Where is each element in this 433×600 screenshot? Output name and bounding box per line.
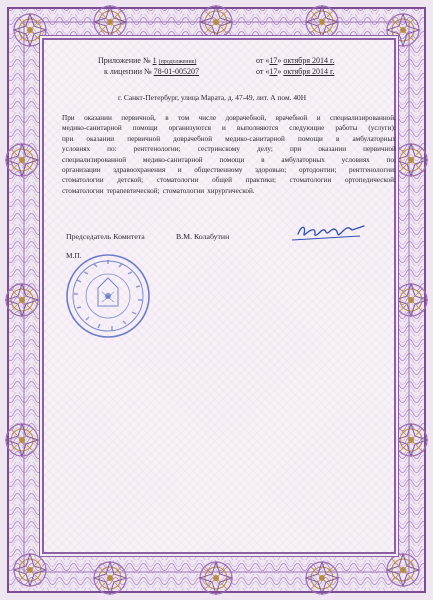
body-word: детской; — [117, 176, 144, 185]
services-paragraph — [62, 113, 396, 196]
body-word: стоматологии — [62, 186, 104, 195]
body-word: рентгенологии; — [133, 145, 181, 154]
body-word: оказании — [86, 134, 115, 143]
appendix-number: 1 — [152, 56, 157, 65]
body-word: специализированной, — [330, 114, 396, 122]
body-word: медико-санитарной — [62, 124, 122, 133]
body-word: следующие — [289, 124, 325, 133]
body-word: организации — [62, 166, 101, 175]
body-line — [62, 155, 396, 165]
body-line — [62, 134, 396, 144]
body-word: организуются — [168, 124, 211, 133]
license-reference — [104, 67, 199, 77]
body-word: при — [289, 145, 302, 154]
body-word: помощи — [132, 124, 158, 133]
body-word: здравоохранения — [113, 166, 166, 175]
body-line — [62, 144, 396, 154]
continuation-note: (продолжение) — [158, 59, 197, 65]
license-number: 78-01-005207 — [153, 67, 199, 76]
body-word: первичной, — [121, 114, 156, 122]
appendix-date: от «17» октября 2014 г. — [256, 56, 335, 65]
body-line — [62, 165, 396, 175]
body-word: и — [316, 114, 321, 122]
body-word: работы — [335, 124, 358, 133]
body-word: врачебной — [275, 114, 308, 122]
body-line — [62, 123, 396, 133]
body-word: делу; — [257, 145, 273, 154]
body-word: и — [222, 124, 226, 133]
body-word: здоровью; — [255, 166, 287, 175]
signatory-name: В.М. Колабутин — [176, 232, 230, 241]
body-word: общественному — [194, 166, 243, 175]
license-date-month-year: октября 2014 г. — [283, 67, 335, 76]
body-word: амбулаторных — [281, 155, 325, 164]
body-word: стоматологии — [156, 176, 199, 185]
body-word: оказании — [84, 114, 112, 122]
appendix-date-month-year: октября 2014 г. — [283, 56, 335, 65]
license-label: к лицензии № — [104, 67, 152, 76]
handwritten-signature — [290, 222, 368, 244]
appendix-label: Приложение № — [98, 56, 151, 65]
body-word: общей — [212, 176, 232, 185]
body-word: числе — [198, 114, 217, 122]
body-word: помощи — [219, 155, 245, 164]
body-word: практики; — [245, 176, 277, 185]
body-word: амбулаторных — [352, 134, 396, 143]
body-word: При — [62, 114, 75, 122]
body-word: медико-санитарной — [142, 155, 203, 164]
body-word: стоматологии — [162, 186, 205, 195]
body-word: выполняются — [236, 124, 279, 133]
body-word: сестринскому — [197, 145, 240, 154]
seal-label: М.П. — [66, 251, 82, 260]
body-line — [62, 186, 396, 196]
body-word: рентгенологии; — [349, 166, 396, 175]
body-word: хирургической. — [207, 186, 255, 195]
body-word: в — [335, 134, 340, 143]
signatory-title: Председатель Комитета — [66, 232, 145, 241]
body-word: первичной — [127, 134, 161, 143]
body-word: стоматологии — [62, 176, 104, 185]
body-word: доврачебной, — [225, 114, 267, 122]
body-line — [62, 175, 396, 185]
official-seal — [64, 252, 152, 340]
body-word: и — [177, 166, 182, 175]
address-line: г. Санкт-Петербург, улица Марата, д. 47-49, лит. А пом. 40Н — [118, 93, 307, 102]
body-word: том — [178, 114, 190, 122]
body-word: при — [62, 134, 74, 143]
license-date: от «17» октября 2014 г. — [256, 67, 335, 76]
body-word: в — [261, 155, 265, 164]
body-word: стоматологии — [289, 176, 332, 185]
body-word: специализированной — [62, 155, 127, 164]
body-word: в — [165, 114, 169, 122]
body-word: условиях — [341, 155, 370, 164]
body-word: терапевтической; — [106, 186, 160, 195]
appendix-heading — [98, 56, 196, 67]
body-word: помощи — [298, 134, 323, 143]
body-word: по: — [107, 145, 117, 154]
body-word: по: — [386, 155, 396, 164]
body-word: первичной — [363, 145, 396, 154]
body-word: доврачебной — [173, 134, 213, 143]
body-word: медико-санитарной — [225, 134, 285, 143]
body-line — [62, 113, 396, 123]
body-word: ортодонтии; — [298, 166, 337, 175]
body-word: условиях — [62, 145, 91, 154]
body-word: оказании — [318, 145, 347, 154]
body-word: (услуги): — [368, 124, 396, 133]
body-word: ортопедической; — [345, 176, 396, 185]
